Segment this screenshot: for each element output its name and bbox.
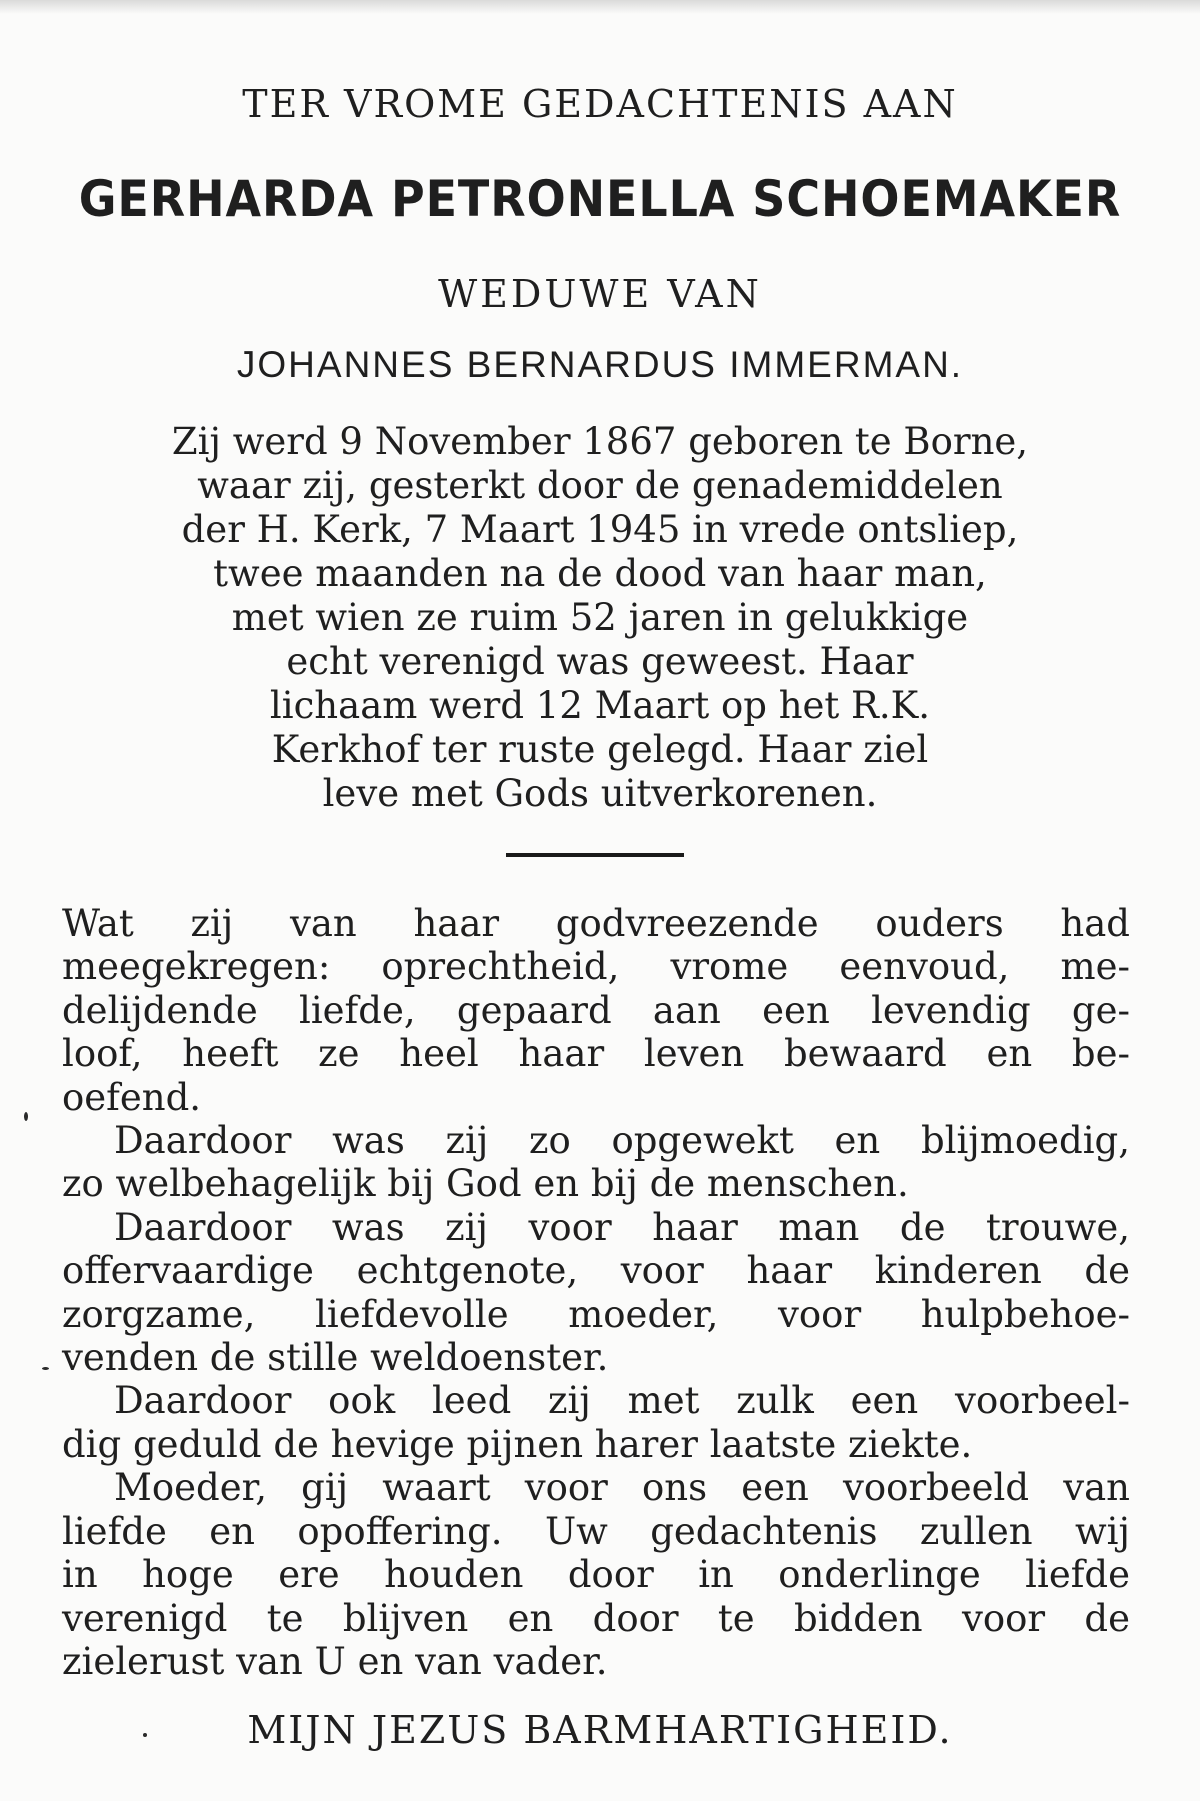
husband-name: JOHANNES BERNARDUS IMMERMAN. — [236, 344, 964, 385]
card-intro: TER VROME GEDACHTENIS AAN — [242, 82, 958, 126]
biography-line: Zij werd 9 November 1867 geboren te Borne, — [171, 420, 1029, 463]
memorial-line: dig geduld de hevige pijnen harer laatste ziekte. — [62, 1422, 973, 1466]
biography-line: Kerkhof ter ruste gelegd. Haar ziel — [271, 728, 929, 771]
memorial-line: Moeder, gij waart voor ons een voorbeeld van — [114, 1466, 1130, 1510]
biography-line: waar zij, gesterkt door de genademiddelen — [197, 464, 1003, 507]
memorial-line: Daardoor was zij zo opgewekt en blijmoedig, — [114, 1119, 1130, 1163]
deceased-name: GERHARDA PETRONELLA SCHOEMAKER — [78, 170, 1122, 228]
memorial-line: delijdende liefde, gepaard aan een levendig ge- — [62, 988, 1130, 1032]
print-speck — [42, 1367, 49, 1370]
memorial-line: Daardoor ook leed zij met zulk een voorbeel- — [114, 1379, 1130, 1423]
biography-line: der H. Kerk, 7 Maart 1945 in vrede ontsliep, — [181, 508, 1019, 551]
memorial-line: zielerust van U en van vader. — [62, 1639, 608, 1683]
memorial-line: meegekregen: oprechtheid, vrome eenvoud, me- — [62, 945, 1130, 989]
print-speck — [143, 1733, 147, 1737]
memorial-line: liefde en opoffering. Uw gedachtenis zullen wij — [62, 1509, 1130, 1553]
biography-line: echt verenigd was geweest. Haar — [286, 640, 914, 683]
biography-line: twee maanden na de dood van haar man, — [213, 552, 987, 595]
memorial-line: verenigd te blijven en door te bidden voor de — [62, 1596, 1130, 1640]
memorial-text — [62, 902, 1130, 1683]
biography-line: met wien ze ruim 52 jaren in gelukkige — [231, 596, 969, 639]
widow-of-label: WEDUWE VAN — [438, 272, 762, 316]
print-speck — [24, 1112, 28, 1121]
scan-edge — [0, 0, 1200, 14]
biography-line: lichaam werd 12 Maart op het R.K. — [269, 684, 931, 727]
section-divider — [506, 853, 684, 857]
biography-paragraph — [0, 420, 1200, 816]
memorial-line: Daardoor was zij voor haar man de trouwe, — [114, 1205, 1130, 1249]
memorial-line: oefend. — [62, 1075, 202, 1119]
memorial-line: venden de stille weldoenster. — [62, 1336, 609, 1380]
closing-prayer: MIJN JEZUS BARMHARTIGHEID. — [247, 1708, 953, 1752]
memorial-line: in hoge ere houden door in onderlinge liefde — [62, 1553, 1130, 1597]
biography-line: leve met Gods uitverkorenen. — [322, 772, 878, 815]
memorial-line: zorgzame, liefdevolle moeder, voor hulpbehoe- — [62, 1292, 1130, 1336]
memorial-line: Wat zij van haar godvreezende ouders had — [62, 902, 1130, 945]
memorial-line: zo welbehagelijk bij God en bij de menschen. — [62, 1162, 909, 1206]
memorial-line: loof, heeft ze heel haar leven bewaard en be- — [62, 1032, 1130, 1076]
memorial-line: offervaardige echtgenote, voor haar kinderen de — [62, 1249, 1130, 1293]
